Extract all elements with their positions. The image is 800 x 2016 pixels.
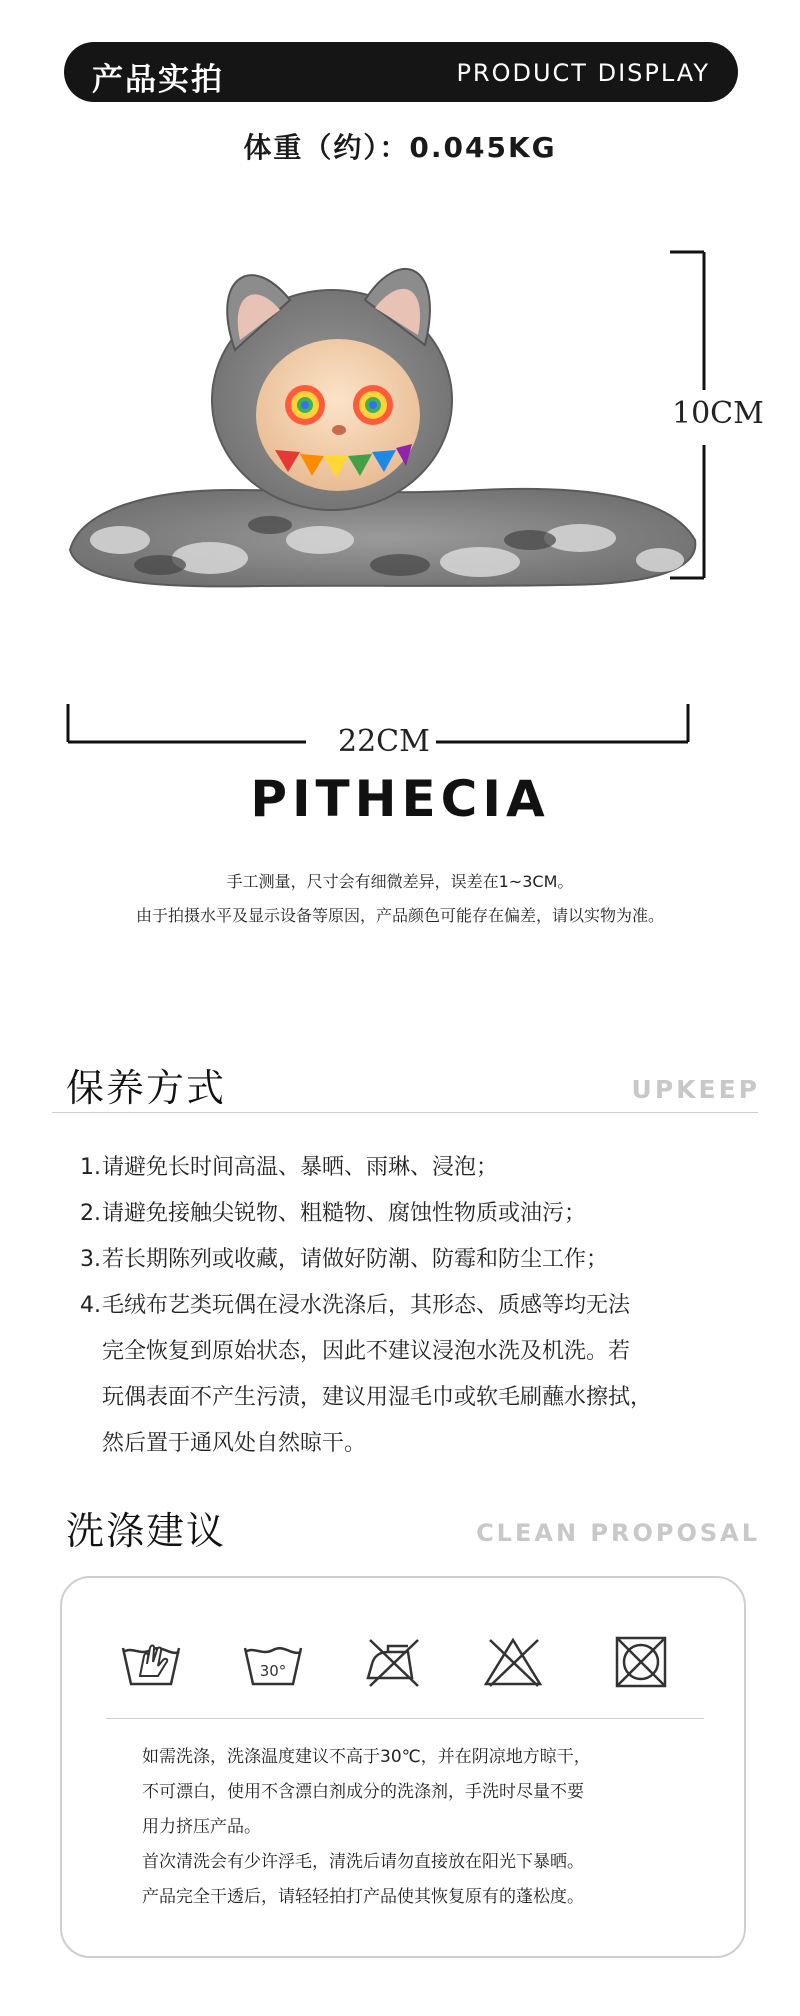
clean-text-line: 产品完全干透后，请轻轻拍打产品使其恢复原有的蓬松度。 [142, 1887, 584, 1907]
clean-text-line: 如需洗涤，洗涤温度建议不高于30℃，并在阴凉地方晾干， [142, 1747, 591, 1767]
care-item-2 [80, 1191, 760, 1237]
care-item-line: 毛绒布艺类玩偶在浸水洗涤后，其形态、质感等均无法 [102, 1293, 631, 1318]
upkeep-title-en: UPKEEP [631, 1075, 760, 1104]
clean-title: 洗涤建议 [66, 1509, 227, 1553]
care-item-text [102, 1283, 752, 1467]
clean-text-line: 首次清洗会有少许浮毛，清洗后请勿直接放在阳光下暴晒。 [142, 1852, 584, 1872]
care-item-1 [80, 1145, 760, 1191]
care-item-number: 4. [80, 1293, 101, 1318]
care-item-number: 2. [80, 1201, 101, 1226]
width-label: 22CM [338, 724, 430, 759]
clean-text-line: 用力挤压产品。 [142, 1817, 261, 1837]
care-item-4 [80, 1283, 760, 1467]
clean-text-line: 不可漂白，使用不含漂白剂成分的洗涤剂，手洗时尽量不要 [142, 1782, 584, 1802]
clean-divider [106, 1718, 704, 1719]
header-banner [64, 42, 738, 102]
care-item-3 [80, 1237, 760, 1283]
care-item-line: 然后置于通风处自然晾干。 [102, 1431, 367, 1456]
brand-name: PITHECIA [250, 770, 550, 828]
care-item-text: 若长期陈列或收藏，请做好防潮、防霉和防尘工作； [102, 1247, 609, 1272]
no-bleach-icon [482, 1634, 544, 1690]
care-item-text: 请避免长时间高温、暴晒、雨琳、浸泡； [102, 1155, 499, 1180]
header-title-cn: 产品实拍 [92, 62, 224, 98]
height-label: 10CM [672, 396, 764, 431]
care-item-number: 3. [80, 1247, 101, 1272]
no-iron-icon [362, 1634, 424, 1690]
color-note: 由于拍摄水平及显示设备等原因，产品颜色可能存在偏差，请以实物为准。 [135, 906, 664, 925]
hand-wash-icon [120, 1634, 182, 1690]
product-photo [60, 240, 700, 600]
wash-temp-label: 30° [259, 1662, 287, 1680]
doll-nose [332, 425, 346, 435]
care-item-line: 玩偶表面不产生污渍，建议用湿毛巾或软毛刷蘸水擦拭， [102, 1385, 653, 1410]
care-item-line: 完全恢复到原始状态，因此不建议浸泡水洗及机洗。若 [102, 1339, 631, 1364]
care-item-text: 请避免接触尖锐物、粗糙物、腐蚀性物质或油污； [102, 1201, 587, 1226]
measure-note: 手工测量，尺寸会有细微差异，误差在1~3CM。 [226, 872, 574, 891]
clean-box [60, 1576, 746, 1958]
no-tumble-dry-icon [610, 1634, 672, 1690]
upkeep-divider [52, 1112, 758, 1113]
header-title-en: PRODUCT DISPLAY [456, 59, 710, 87]
care-item-number: 1. [80, 1155, 101, 1180]
upkeep-title: 保养方式 [66, 1066, 227, 1110]
weight-text: 体重（约）：0.045KG [243, 131, 557, 164]
wash-30-icon [242, 1634, 304, 1690]
clean-title-en: CLEAN PROPOSAL [476, 1519, 760, 1547]
